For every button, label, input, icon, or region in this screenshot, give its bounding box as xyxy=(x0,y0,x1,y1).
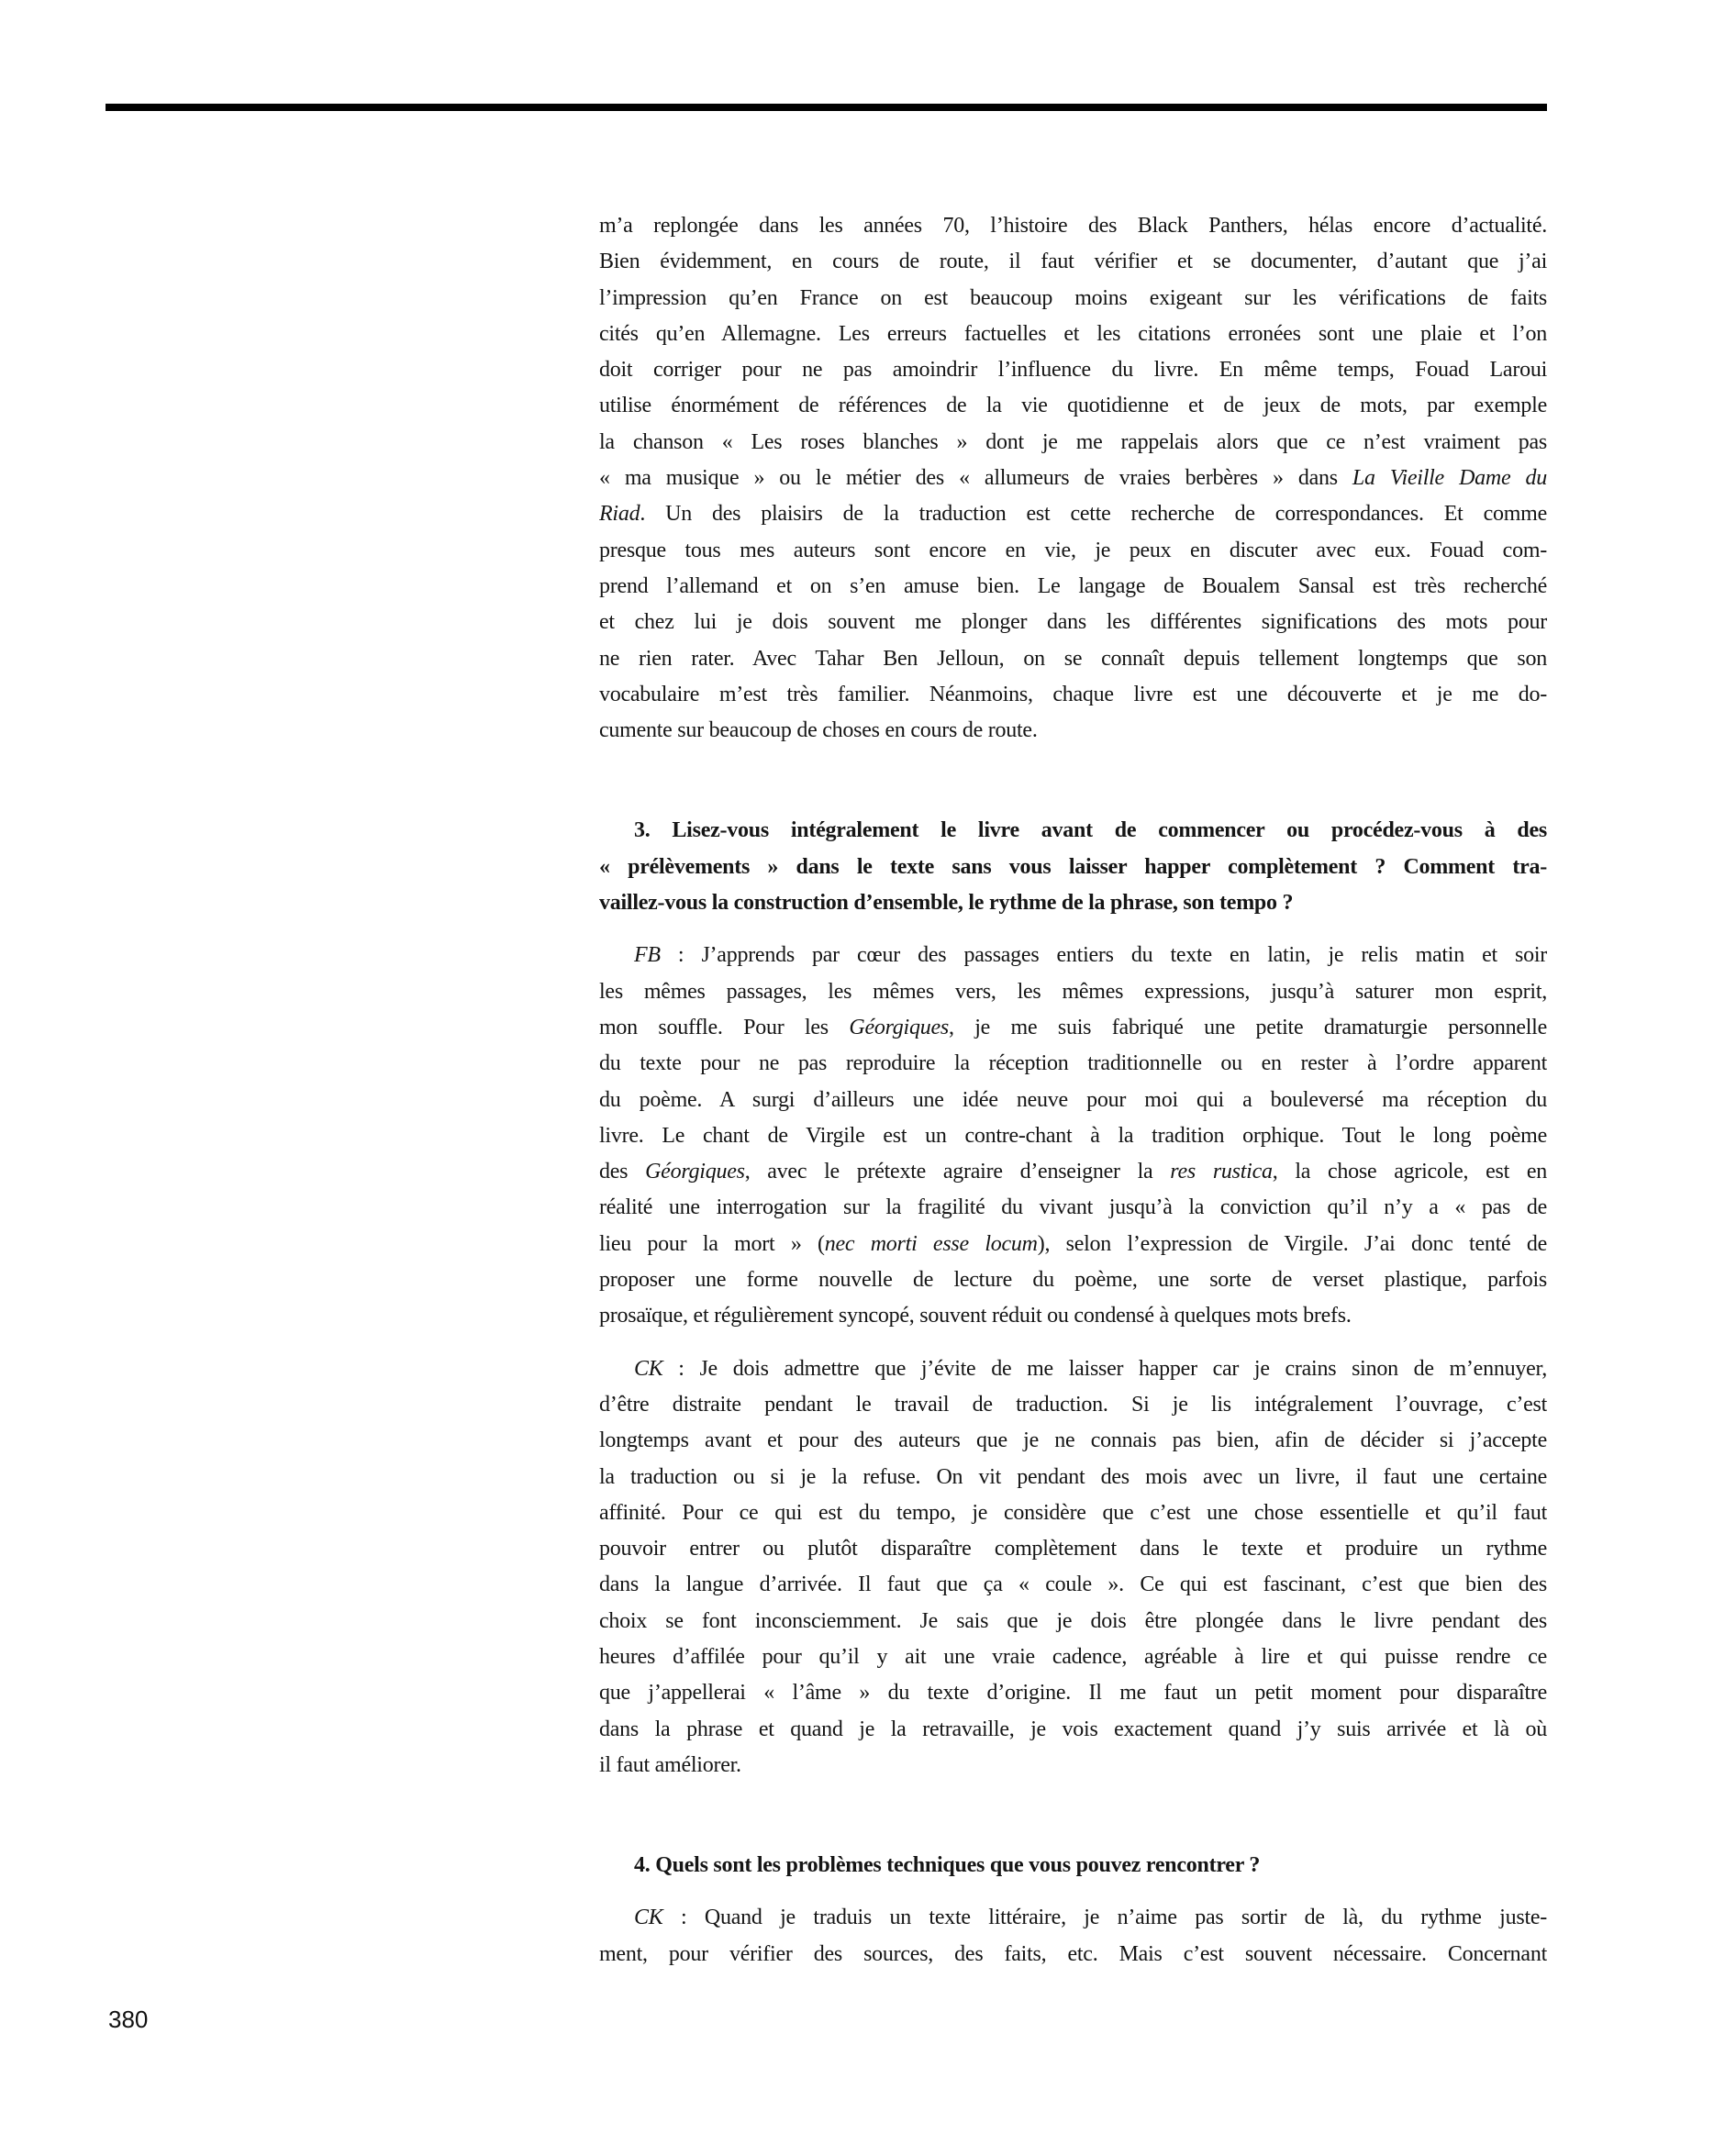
text-line: dans la langue d’arrivée. Il faut que ça « coule ». Ce qui est fascinant, c’est que bien des xyxy=(599,1573,1547,1597)
text-line: 4. Quels sont les problèmes techniques que vous pouvez rencontrer ? xyxy=(634,1853,1261,1878)
text-line: heures d’affilée pour qu’il y ait une vraie cadence, agréable à lire et qui puisse rendre ce xyxy=(599,1644,1547,1669)
paragraph xyxy=(599,938,1547,1334)
top-rule xyxy=(106,104,1547,111)
text-line: vaillez-vous la construction d’ensemble, le rythme de la phrase, son tempo ? xyxy=(599,891,1294,916)
text-line: CK : Je dois admettre que j’évite de me laisser happer car je crains sinon de m’ennuyer, xyxy=(634,1356,1547,1381)
text-line: choix se font inconsciemment. Je sais que je dois être plongée dans le livre pendant des xyxy=(599,1608,1547,1633)
text-line: dans la phrase et quand je la retravaille, je vois exactement quand j’y suis arrivée et là où xyxy=(599,1717,1547,1741)
text-line: l’impression qu’en France on est beaucoup moins exigeant sur les vérifications de faits xyxy=(599,285,1547,310)
text-line: prosaïque, et régulièrement syncopé, souvent réduit ou condensé à quelques mots brefs. xyxy=(599,1304,1352,1328)
text-line: « prélèvements » dans le texte sans vous laisser happer complètement ? Comment tra- xyxy=(599,854,1547,879)
paragraph xyxy=(599,1351,1547,1784)
text-line: ne rien rater. Avec Tahar Ben Jelloun, on se connaît depuis tellement longtemps que son xyxy=(599,646,1547,671)
page-number: 380 xyxy=(108,2006,149,2033)
text-line: CK : Quand je traduis un texte littéraire, je n’aime pas sortir de là, du rythme juste- xyxy=(634,1906,1547,1930)
text-line: que j’appellerai « l’âme » du texte d’origine. Il me faut un petit moment pour disparaître xyxy=(599,1681,1547,1706)
text-line: longtemps avant et pour des auteurs que je ne connais pas bien, afin de décider si j’accepte xyxy=(599,1428,1547,1453)
question-heading xyxy=(599,813,1547,921)
text-line: des Géorgiques, avec le prétexte agraire d’enseigner la res rustica, la chose agricole, est en xyxy=(599,1160,1547,1184)
text-line: les mêmes passages, les mêmes vers, les mêmes expressions, jusqu’à saturer mon esprit, xyxy=(599,979,1547,1004)
text-line: 3. Lisez-vous intégralement le livre avant de commencer ou procédez-vous à des xyxy=(634,818,1547,843)
text-line: proposer une forme nouvelle de lecture du poème, une sorte de verset plastique, parfois xyxy=(599,1268,1547,1293)
text-line: utilise énormément de références de la vie quotidienne et de jeux de mots, par exemple xyxy=(599,394,1547,418)
text-line: ment, pour vérifier des sources, des faits, etc. Mais c’est souvent nécessaire. Concernant xyxy=(599,1941,1547,1966)
paragraph xyxy=(599,208,1547,749)
text-line: cités qu’en Allemagne. Les erreurs factuelles et les citations erronées sont une plaie et l’on xyxy=(599,321,1547,346)
text-line: pouvoir entrer ou plutôt disparaître complètement dans le texte et produire un rythme xyxy=(599,1537,1547,1561)
text-line: FB : J’apprends par cœur des passages entiers du texte en latin, je relis matin et soir xyxy=(634,943,1547,968)
text-line: vocabulaire m’est très familier. Néanmoins, chaque livre est une découverte et je me do- xyxy=(599,682,1547,706)
text-line: du poème. A surgi d’ailleurs une idée neuve pour moi qui a bouleversé ma réception du xyxy=(599,1087,1547,1112)
text-line: « ma musique » ou le métier des « allumeurs de vraies berbères » dans La Vieille Dame du xyxy=(599,466,1547,491)
text-line: livre. Le chant de Virgile est un contre-chant à la tradition orphique. Tout le long poème xyxy=(599,1123,1547,1148)
text-line: Riad. Un des plaisirs de la traduction est cette recherche de correspondances. Et comme xyxy=(599,502,1547,527)
text-line: la chanson « Les roses blanches » dont je me rappelais alors que ce n’est vraiment pas xyxy=(599,429,1547,454)
paragraph xyxy=(599,1900,1547,1973)
text-line: cumente sur beaucoup de choses en cours de route. xyxy=(599,718,1038,743)
text-line: affinité. Pour ce qui est du tempo, je considère que c’est une chose essentielle et qu’il faut xyxy=(599,1500,1547,1525)
text-line: lieu pour la mort » (nec morti esse locum), selon l’expression de Virgile. J’ai donc tenté de xyxy=(599,1231,1547,1256)
question-heading xyxy=(599,1848,1547,1884)
text-line: presque tous mes auteurs sont encore en vie, je peux en discuter avec eux. Fouad com- xyxy=(599,538,1547,562)
text-line: Bien évidemment, en cours de route, il faut vérifier et se documenter, d’autant que j’ai xyxy=(599,250,1547,274)
text-line: du texte pour ne pas reproduire la réception traditionnelle ou en rester à l’ordre apparent xyxy=(599,1051,1547,1076)
text-line: il faut améliorer. xyxy=(599,1752,741,1777)
text-line: doit corriger pour ne pas amoindrir l’influence du livre. En même temps, Fouad Laroui xyxy=(599,358,1547,383)
text-line: d’être distraite pendant le travail de traduction. Si je lis intégralement l’ouvrage, c’est xyxy=(599,1392,1547,1417)
text-line: prend l’allemand et on s’en amuse bien. Le langage de Boualem Sansal est très recherché xyxy=(599,573,1547,598)
text-line: et chez lui je dois souvent me plonger dans les différentes significations des mots pour xyxy=(599,610,1547,635)
text-line: la traduction ou si je la refuse. On vit pendant des mois avec un livre, il faut une certaine xyxy=(599,1464,1547,1489)
text-line: m’a replongée dans les années 70, l’histoire des Black Panthers, hélas encore d’actualité. xyxy=(599,214,1547,238)
text-line: mon souffle. Pour les Géorgiques, je me suis fabriqué une petite dramaturgie personnelle xyxy=(599,1015,1547,1039)
text-line: réalité une interrogation sur la fragilité du vivant jusqu’à la conviction qu’il n’y a « pas de xyxy=(599,1195,1547,1220)
text-column xyxy=(599,208,1547,1973)
